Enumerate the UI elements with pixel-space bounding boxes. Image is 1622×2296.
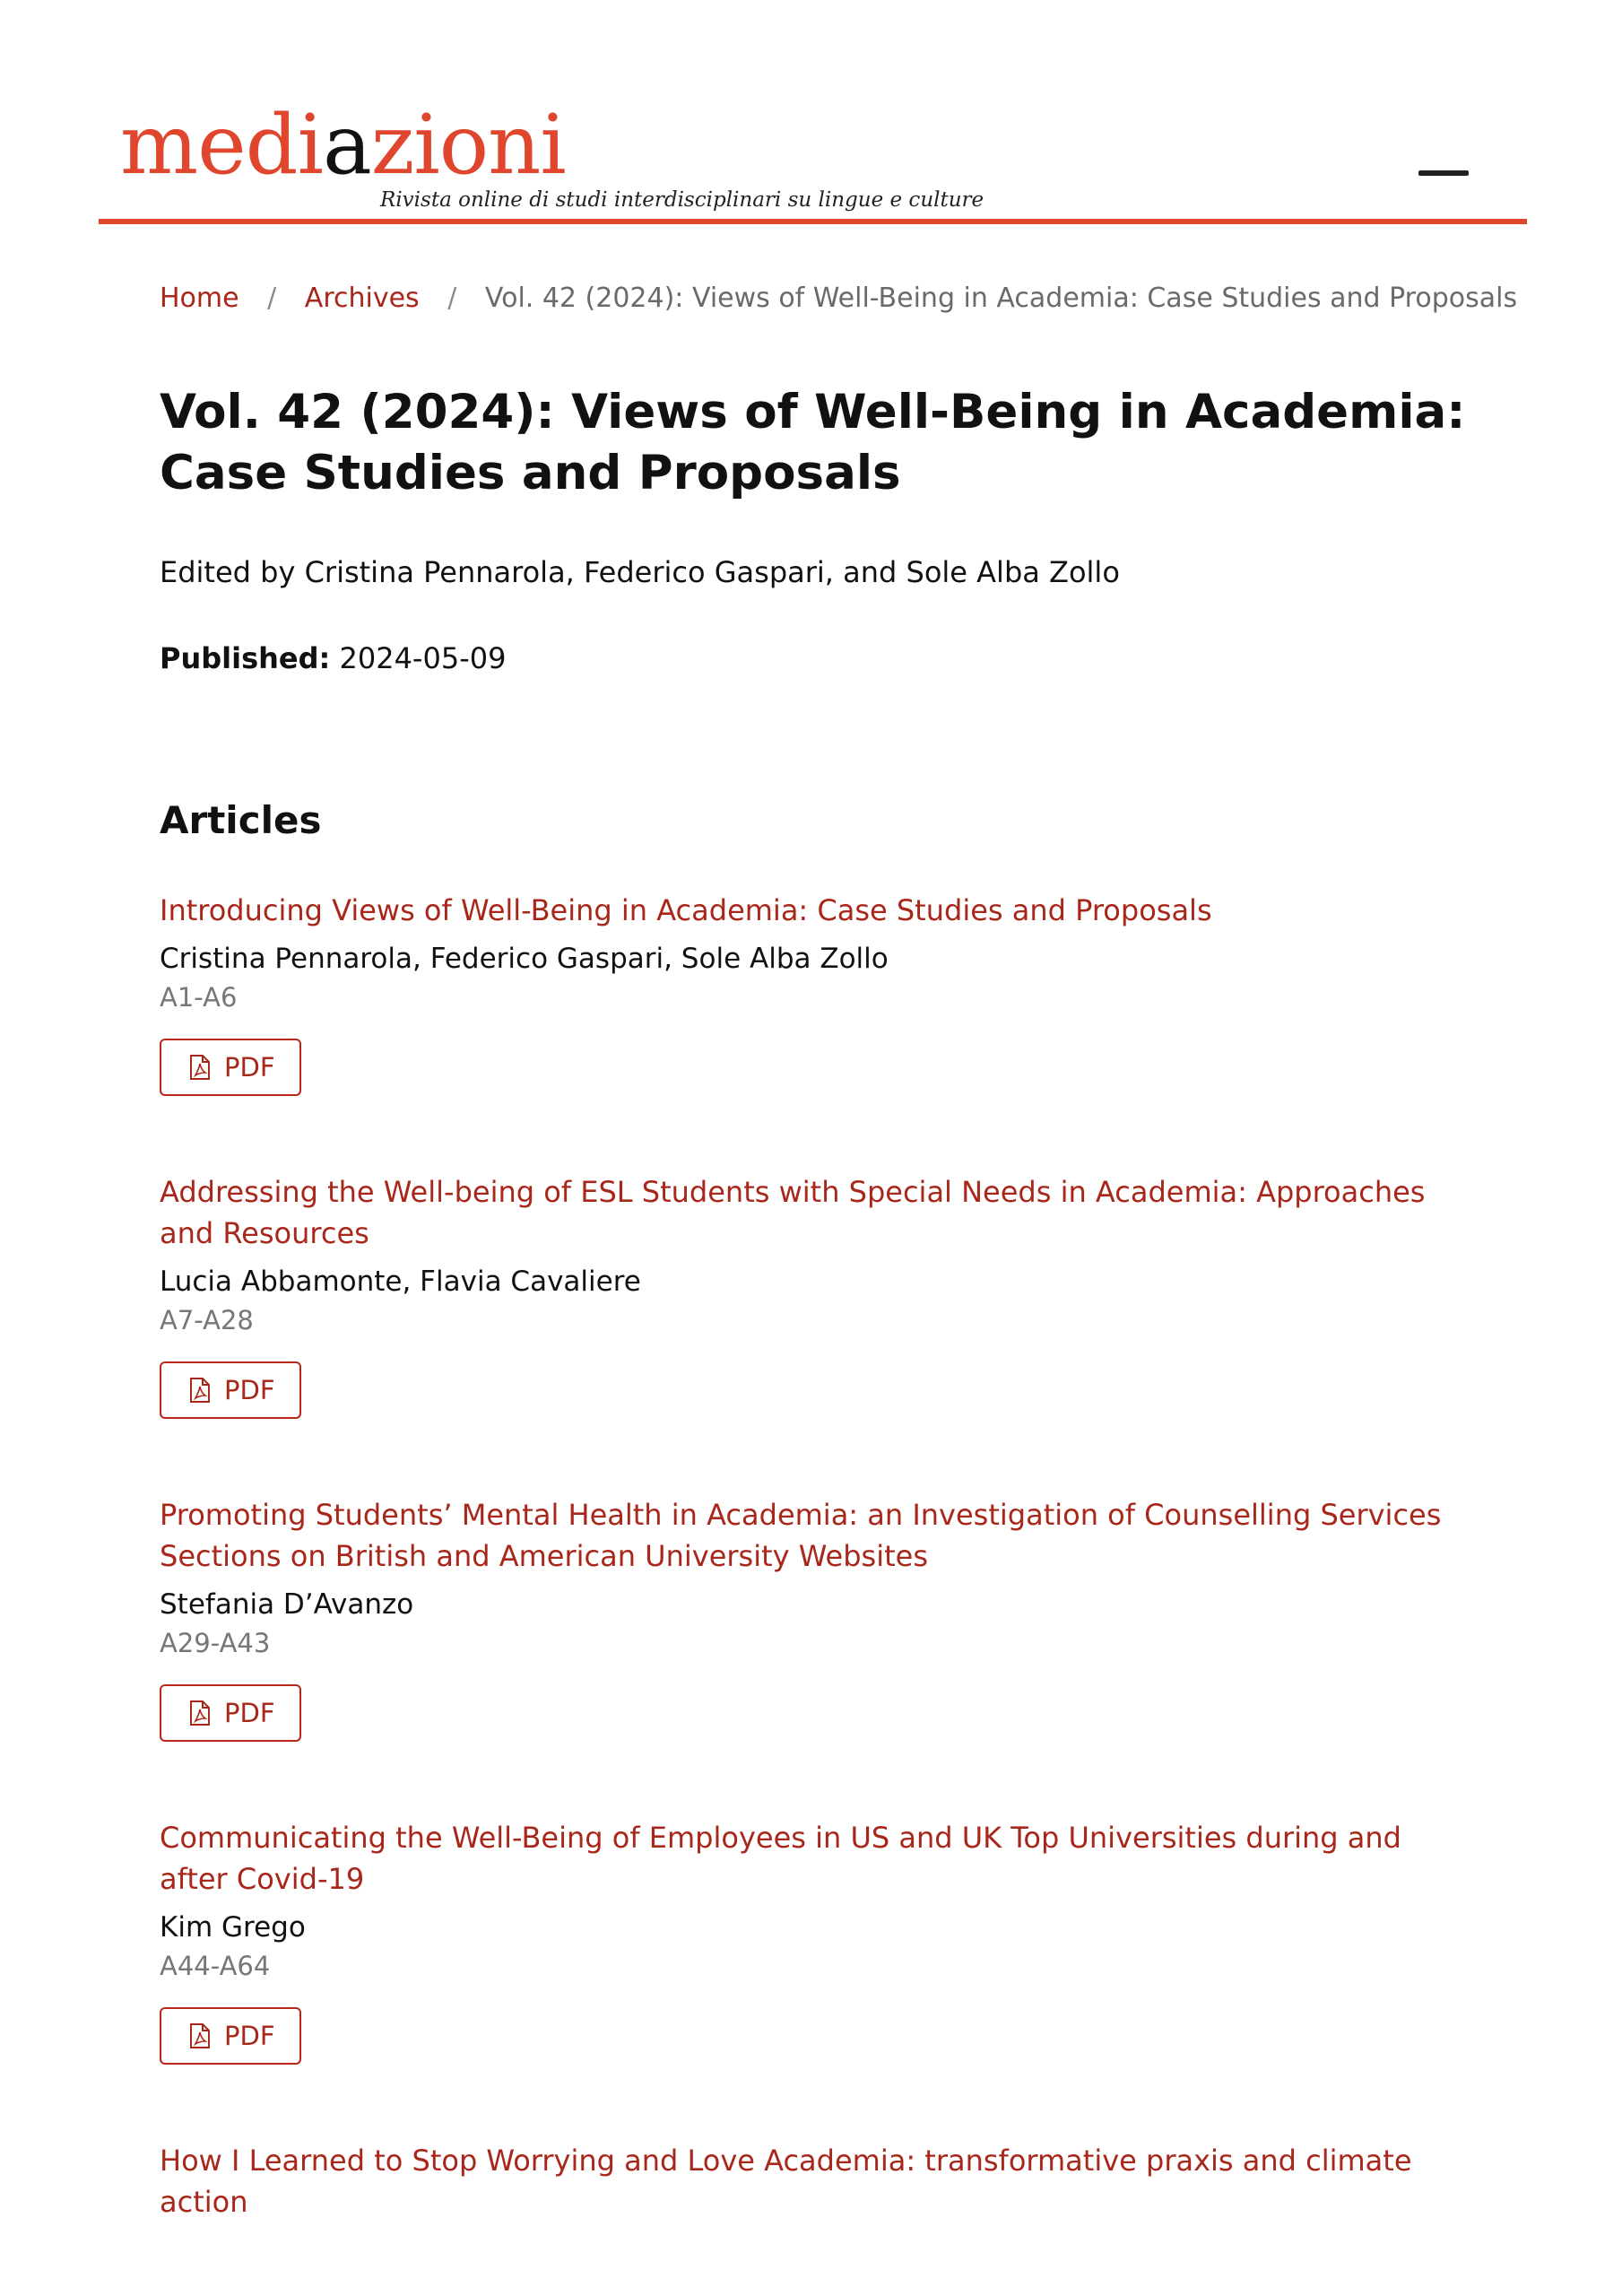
article-pages: A7-A28 bbox=[160, 1305, 254, 1335]
article-title-link[interactable]: Promoting Students’ Mental Health in Academia: an Investigation of Counselling Services Sections on British and American University Websites bbox=[160, 1498, 1442, 1573]
pdf-button-label: PDF bbox=[224, 2021, 275, 2051]
pdf-button-label: PDF bbox=[224, 1052, 275, 1083]
issue-published bbox=[160, 639, 1451, 678]
article-authors: Stefania D’Avanzo bbox=[160, 1588, 414, 1621]
article-authors: Kim Grego bbox=[160, 1911, 306, 1944]
article-item bbox=[160, 1171, 1451, 1419]
pdf-button-label: PDF bbox=[224, 1375, 275, 1405]
breadcrumb-separator: / bbox=[267, 283, 277, 314]
published-label: Published: bbox=[160, 641, 331, 675]
site-header bbox=[99, 0, 1527, 226]
article-item bbox=[160, 890, 1451, 1096]
article-title-link[interactable]: Introducing Views of Well-Being in Academia: Case Studies and Proposals bbox=[160, 893, 1212, 927]
article-pages: A29-A43 bbox=[160, 1628, 271, 1658]
breadcrumb-current: Vol. 42 (2024): Views of Well-Being in Academia: Case Studies and Proposals bbox=[484, 283, 1518, 314]
issue-editors: Edited by Cristina Pennarola, Federico Gaspari, and Sole Alba Zollo bbox=[160, 555, 1120, 589]
breadcrumb-archives-link[interactable]: Archives bbox=[304, 283, 420, 314]
pdf-download-button[interactable] bbox=[160, 1039, 301, 1096]
hamburger-menu-icon[interactable] bbox=[1418, 170, 1469, 176]
logo-tagline: Rivista online di studi interdisciplinari su lingue e culture bbox=[380, 188, 984, 212]
article-title-link[interactable]: Communicating the Well-Being of Employees in US and UK Top Universities during and after Covid-19 bbox=[160, 1821, 1401, 1896]
article-authors: Lucia Abbamonte, Flavia Cavaliere bbox=[160, 1265, 641, 1298]
pdf-button-label: PDF bbox=[224, 1698, 275, 1728]
article-item bbox=[160, 1494, 1451, 1742]
main-content bbox=[160, 269, 1518, 2222]
pdf-download-button[interactable] bbox=[160, 2007, 301, 2065]
site-logo[interactable] bbox=[120, 97, 984, 212]
article-title-link[interactable]: Addressing the Well-being of ESL Students with Special Needs in Academia: Approaches and Resources bbox=[160, 1175, 1426, 1250]
article-pages: A44-A64 bbox=[160, 1951, 271, 1981]
header-divider bbox=[99, 219, 1527, 224]
article-pages: A1-A6 bbox=[160, 982, 238, 1013]
page-title: Vol. 42 (2024): Views of Well-Being in Academia: Case Studies and Proposals bbox=[160, 385, 1466, 500]
pdf-download-button[interactable] bbox=[160, 1361, 301, 1419]
article-list bbox=[160, 890, 1451, 2222]
article-authors: Cristina Pennarola, Federico Gaspari, Sole Alba Zollo bbox=[160, 943, 889, 975]
pdf-file-icon bbox=[188, 1377, 212, 1404]
pdf-file-icon bbox=[188, 1700, 212, 1726]
breadcrumb bbox=[160, 269, 1518, 328]
pdf-download-button[interactable] bbox=[160, 1684, 301, 1742]
breadcrumb-separator: / bbox=[447, 283, 457, 314]
pdf-file-icon bbox=[188, 1054, 212, 1081]
logo-wordmark: mediazioni bbox=[120, 97, 566, 193]
article-item bbox=[160, 2140, 1451, 2222]
article-item bbox=[160, 1817, 1451, 2065]
published-date: 2024-05-09 bbox=[339, 641, 507, 675]
article-title-link[interactable]: How I Learned to Stop Worrying and Love Academia: transformative praxis and climate action bbox=[160, 2144, 1412, 2219]
articles-heading: Articles bbox=[160, 798, 322, 842]
pdf-file-icon bbox=[188, 2022, 212, 2049]
breadcrumb-home-link[interactable]: Home bbox=[160, 283, 239, 314]
